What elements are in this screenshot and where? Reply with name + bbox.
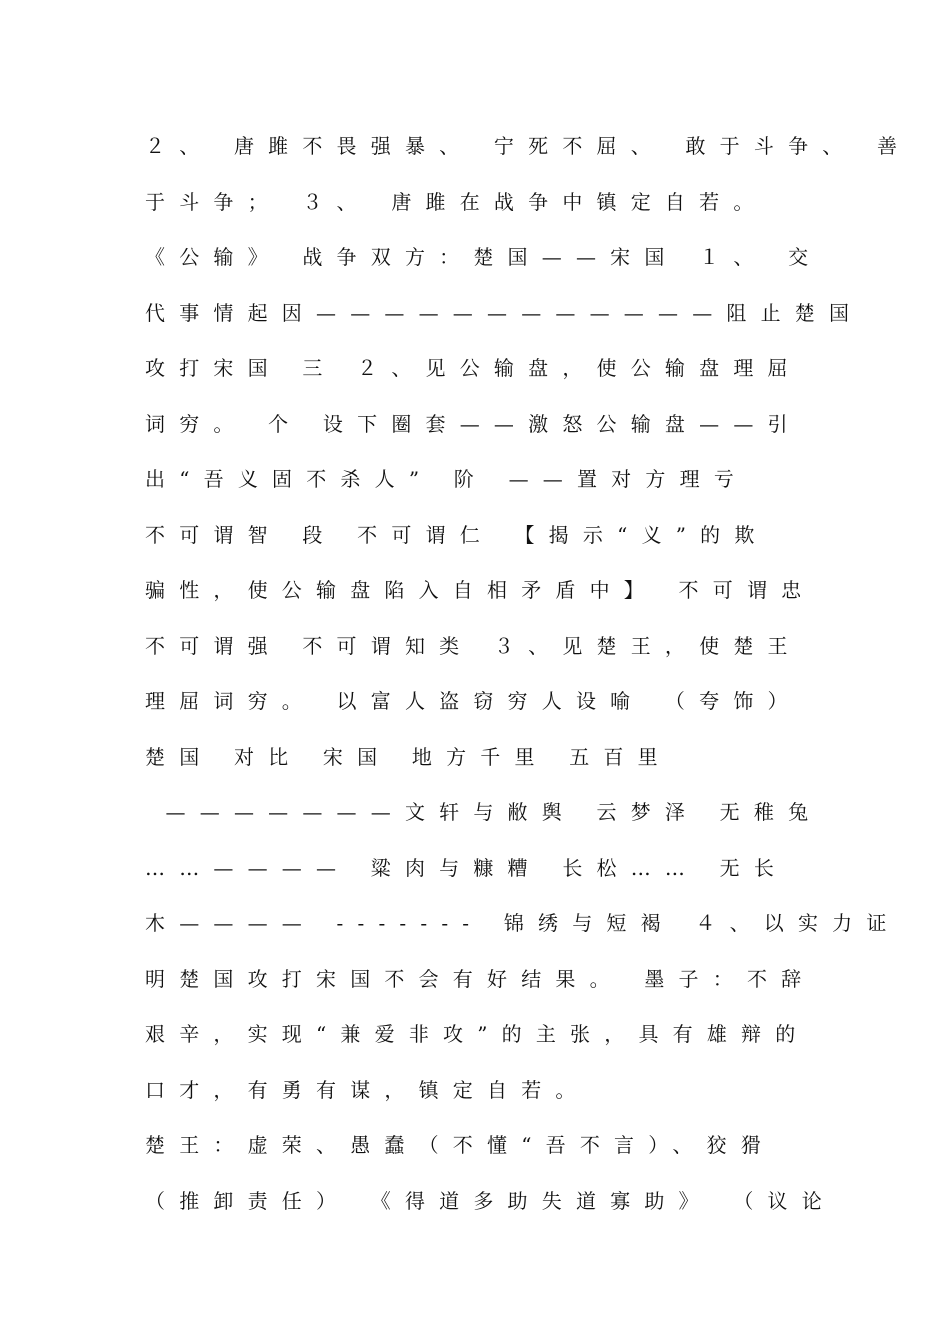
text-line: ２、 唐雎不畏强暴、 宁死不屈、 敢于斗争、 善 (145, 134, 912, 158)
text-line: 楚王：虚荣、愚蠢（不懂“吾不言）、狡猾 (145, 1133, 776, 1157)
text-line: 明楚国攻打宋国不会有好结果。 墨子：不辞 (145, 966, 816, 991)
text-line: 出“吾义固不杀人” 阶 ——置对方理亏 (145, 467, 748, 491)
document-body (145, 126, 912, 1236)
text-line: 艰辛，实现“兼爱非攻”的主张，具有雄辩的 (145, 1022, 810, 1046)
text-line: 代事情起因————————————阻止楚国 (145, 300, 864, 325)
text-line: 不可谓智 段 不可谓仁 【揭示“义”的欺 (145, 522, 769, 547)
text-line: 骗性，使公输盘陷入自相矛盾中】 不可谓忠 (145, 578, 816, 602)
text-line: 口才，有勇有谋，镇定自若。 (145, 1077, 590, 1102)
text-line: 攻打宋国 三 ２、见公输盘，使公输盘理屈 (145, 356, 802, 380)
text-line: （推卸责任） 《得道多助失道寡助》 （议论 (145, 1188, 836, 1213)
text-line: 木———— ------- 锦绣与短褐 ４、以实力证 (145, 911, 901, 935)
text-line: 理屈词穷。 以富人盗窃穷人设喻 （夸饰） (145, 689, 802, 713)
text-line: 《公输》 战争双方：楚国——宋国 １、 交 (145, 245, 823, 269)
text-line: ———————文轩与敝舆 云梦泽 无稚兔 (145, 800, 823, 824)
text-line: 不可谓强 不可谓知类 ３、见楚王，使楚王 (145, 633, 802, 658)
text-line: 词穷。 个 设下圈套——激怒公输盘——引 (145, 411, 802, 436)
text-line: 楚国 对比 宋国 地方千里 五百里 (145, 744, 672, 769)
text-line: 于斗争； ３、 唐雎在战争中镇定自若。 (145, 189, 768, 214)
text-line: ……———— 粱肉与糠糟 长松…… 无长 (145, 855, 789, 880)
